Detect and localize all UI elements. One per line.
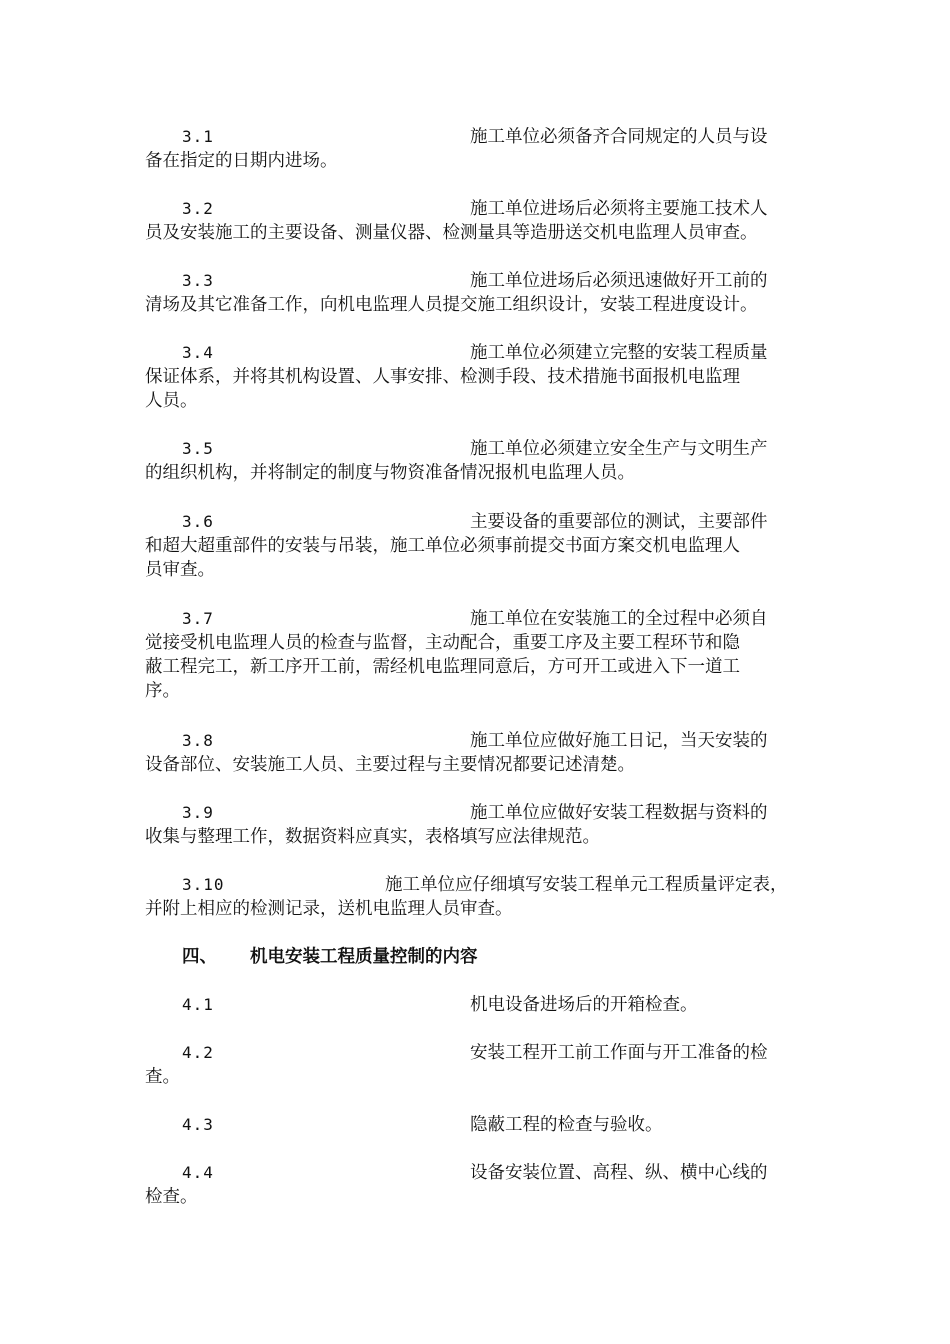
clause-3-1 bbox=[145, 125, 815, 173]
clause-3-6 bbox=[145, 510, 815, 582]
clause-number: 3.10 bbox=[182, 875, 225, 894]
clause-number: 4.3 bbox=[182, 1115, 214, 1134]
section-heading bbox=[145, 945, 815, 969]
clause-3-9 bbox=[145, 801, 815, 849]
clause-text-line-2: 和超大超重部件的安装与吊装，施工单位必须事前提交书面方案交机电监理人 bbox=[145, 536, 740, 556]
clause-number: 3.4 bbox=[182, 343, 214, 362]
clause-number: 3.2 bbox=[182, 199, 214, 218]
clause-3-4 bbox=[145, 341, 815, 413]
clause-text-line-2: 收集与整理工作，数据资料应真实，表格填写应法律规范。 bbox=[145, 827, 600, 847]
clause-text-line-1: 施工单位必须建立安全生产与文明生产 bbox=[470, 439, 768, 459]
clause-text-line-2: 查。 bbox=[145, 1067, 180, 1087]
clause-text-line-1: 施工单位必须建立完整的安装工程质量 bbox=[470, 343, 768, 363]
clause-text-line-1: 施工单位应做好安装工程数据与资料的 bbox=[470, 803, 768, 823]
clause-text-line-3: 蔽工程完工，新工序开工前，需经机电监理同意后，方可开工或进入下一道工 bbox=[145, 657, 740, 677]
clause-text-line-2: 并附上相应的检测记录，送机电监理人员审查。 bbox=[145, 899, 513, 919]
clause-4-1 bbox=[145, 993, 815, 1017]
clause-3-2 bbox=[145, 197, 815, 245]
clause-text-line-1: 设备安装位置、高程、纵、横中心线的 bbox=[470, 1163, 768, 1183]
clause-text-line-1: 施工单位进场后必须迅速做好开工前的 bbox=[470, 271, 768, 291]
clause-number: 4.2 bbox=[182, 1043, 214, 1062]
clause-text-line-1: 主要设备的重要部位的测试，主要部件 bbox=[470, 512, 768, 532]
clause-number: 3.6 bbox=[182, 512, 214, 531]
clause-text-line-3: 员审查。 bbox=[145, 560, 215, 580]
clause-text-line-2: 清场及其它准备工作，向机电监理人员提交施工组织设计，安装工程进度设计。 bbox=[145, 295, 758, 315]
clause-number: 3.5 bbox=[182, 439, 214, 458]
clause-text-line-2: 检查。 bbox=[145, 1187, 198, 1207]
clause-text-line-1: 施工单位必须备齐合同规定的人员与设 bbox=[470, 127, 768, 147]
section-heading-title: 机电安装工程质量控制的内容 bbox=[250, 947, 478, 967]
clause-3-7 bbox=[145, 607, 815, 703]
clause-text-line-2: 觉接受机电监理人员的检查与监督，主动配合，重要工序及主要工程环节和隐 bbox=[145, 633, 740, 653]
clause-text-line-2: 设备部位、安装施工人员、主要过程与主要情况都要记述清楚。 bbox=[145, 755, 635, 775]
clause-text-line-1: 安装工程开工前工作面与开工准备的检 bbox=[470, 1043, 768, 1063]
clause-number: 3.1 bbox=[182, 127, 214, 146]
clause-3-10 bbox=[145, 873, 815, 921]
clause-number: 3.8 bbox=[182, 731, 214, 750]
clause-text-line-1: 隐蔽工程的检查与验收。 bbox=[470, 1115, 663, 1135]
clause-number: 4.4 bbox=[182, 1163, 214, 1182]
clause-4-4 bbox=[145, 1161, 815, 1209]
section-heading-number: 四、 bbox=[182, 947, 217, 967]
clause-number: 3.9 bbox=[182, 803, 214, 822]
clause-text-line-2: 保证体系，并将其机构设置、人事安排、检测手段、技术措施书面报机电监理 bbox=[145, 367, 740, 387]
clause-text-line-1: 施工单位应做好施工日记，当天安装的 bbox=[470, 731, 768, 751]
clause-3-3 bbox=[145, 269, 815, 317]
clause-text-line-3: 人员。 bbox=[145, 391, 198, 411]
clause-text-line-2: 员及安装施工的主要设备、测量仪器、检测量具等造册送交机电监理人员审查。 bbox=[145, 223, 758, 243]
clause-text-line-1: 施工单位进场后必须将主要施工技术人 bbox=[470, 199, 768, 219]
clause-text-line-1: 施工单位应仔细填写安装工程单元工程质量评定表， bbox=[385, 875, 788, 895]
clause-3-8 bbox=[145, 729, 815, 777]
clause-4-3 bbox=[145, 1113, 815, 1137]
clause-4-2 bbox=[145, 1041, 815, 1089]
clause-text-line-2: 的组织机构，并将制定的制度与物资准备情况报机电监理人员。 bbox=[145, 463, 635, 483]
clause-text-line-1: 施工单位在安装施工的全过程中必须自 bbox=[470, 609, 768, 629]
clause-text-line-4: 序。 bbox=[145, 681, 180, 701]
clause-text-line-1: 机电设备进场后的开箱检查。 bbox=[470, 995, 698, 1015]
clause-3-5 bbox=[145, 437, 815, 485]
clause-number: 3.7 bbox=[182, 609, 214, 628]
clause-number: 4.1 bbox=[182, 995, 214, 1014]
clause-text-line-2: 备在指定的日期内进场。 bbox=[145, 151, 338, 171]
clause-number: 3.3 bbox=[182, 271, 214, 290]
